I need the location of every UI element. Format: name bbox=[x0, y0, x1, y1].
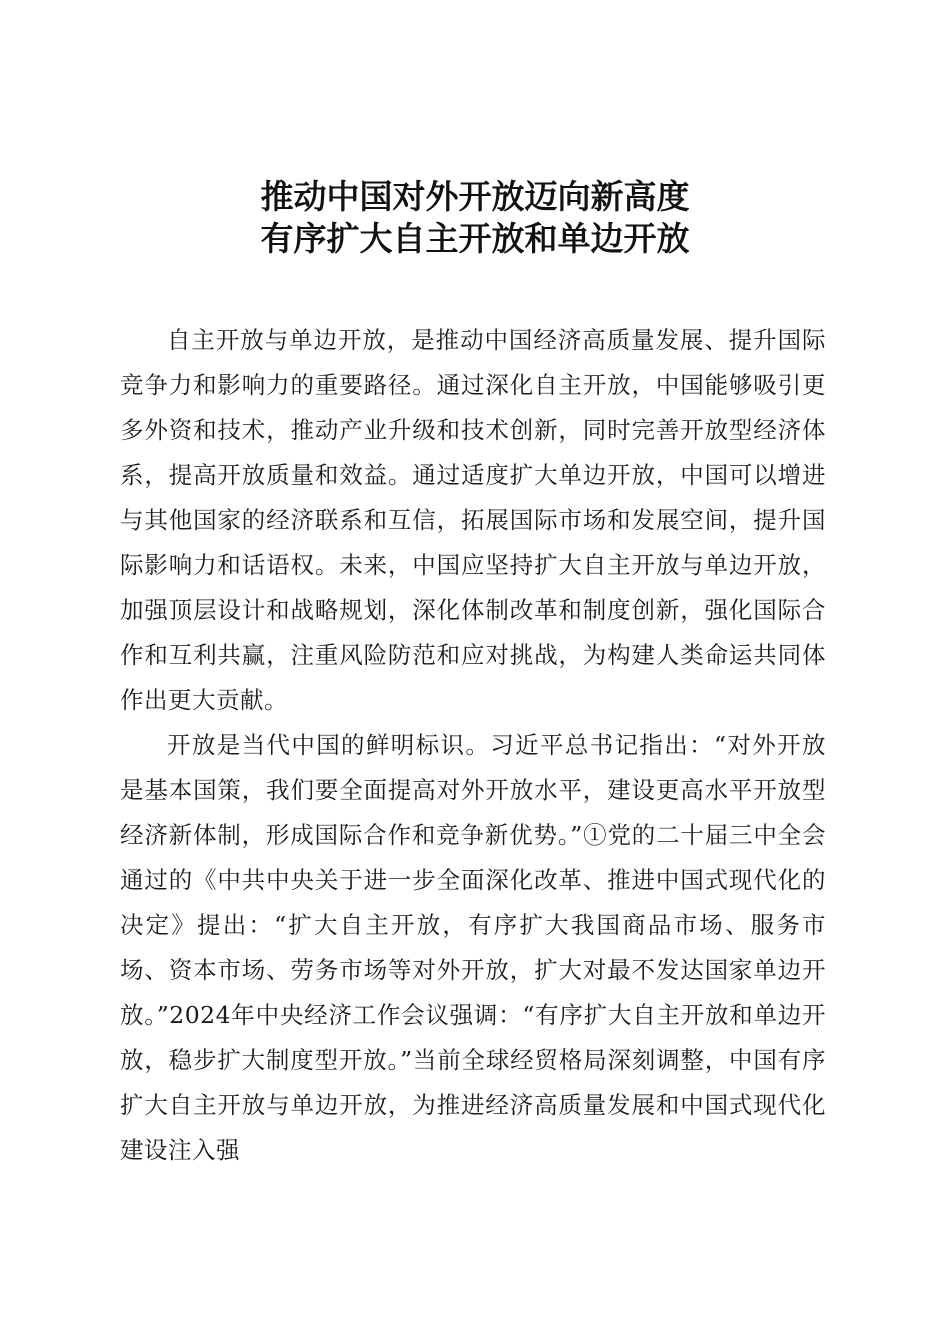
title-line-2: 有序扩大自主开放和单边开放 bbox=[260, 219, 690, 258]
document-body bbox=[120, 318, 826, 1173]
title-line-1: 推动中国对外开放迈向新高度 bbox=[260, 177, 690, 216]
paragraph-2: 开放是当代中国的鲜明标识。习近平总书记指出：“对外开放是基本国策，我们要全面提高对外开放水平，建设更高水平开放型经济新体制，形成国际合作和竞争新优势。”①党的二十届三中全会通过的《中共中央关于进一步全面深化改革、推进中国式现代化的决定》提出：“扩大自主开放，有序扩大我国商品市场、服务市场、资本市场、劳务市场等对外开放，扩大对最不发达国家单边开放。”2024年中央经济工作会议强调：“有序扩大自主开放和单边开放，稳步扩大制度型开放。”当前全球经贸格局深刻调整，中国有序扩大自主开放与单边开放，为推进经济高质量发展和中国式现代化建设注入强 bbox=[120, 731, 826, 1164]
paragraph-1: 自主开放与单边开放，是推动中国经济高质量发展、提升国际竞争力和影响力的重要路径。通过深化自主开放，中国能够吸引更多外资和技术，推动产业升级和技术创新，同时完善开放型经济体系，提高开放质量和效益。通过适度扩大单边开放，中国可以增进与其他国家的经济联系和互信，拓展国际市场和发展空间，提升国际影响力和话语权。未来，中国应坚持扩大自主开放与单边开放，加强顶层设计和战略规划，深化体制改革和制度创新，强化国际合作和互利共赢，注重风险防范和应对挑战，为构建人类命运共同体作出更大贡献。 bbox=[120, 326, 826, 714]
document-title bbox=[120, 176, 830, 260]
